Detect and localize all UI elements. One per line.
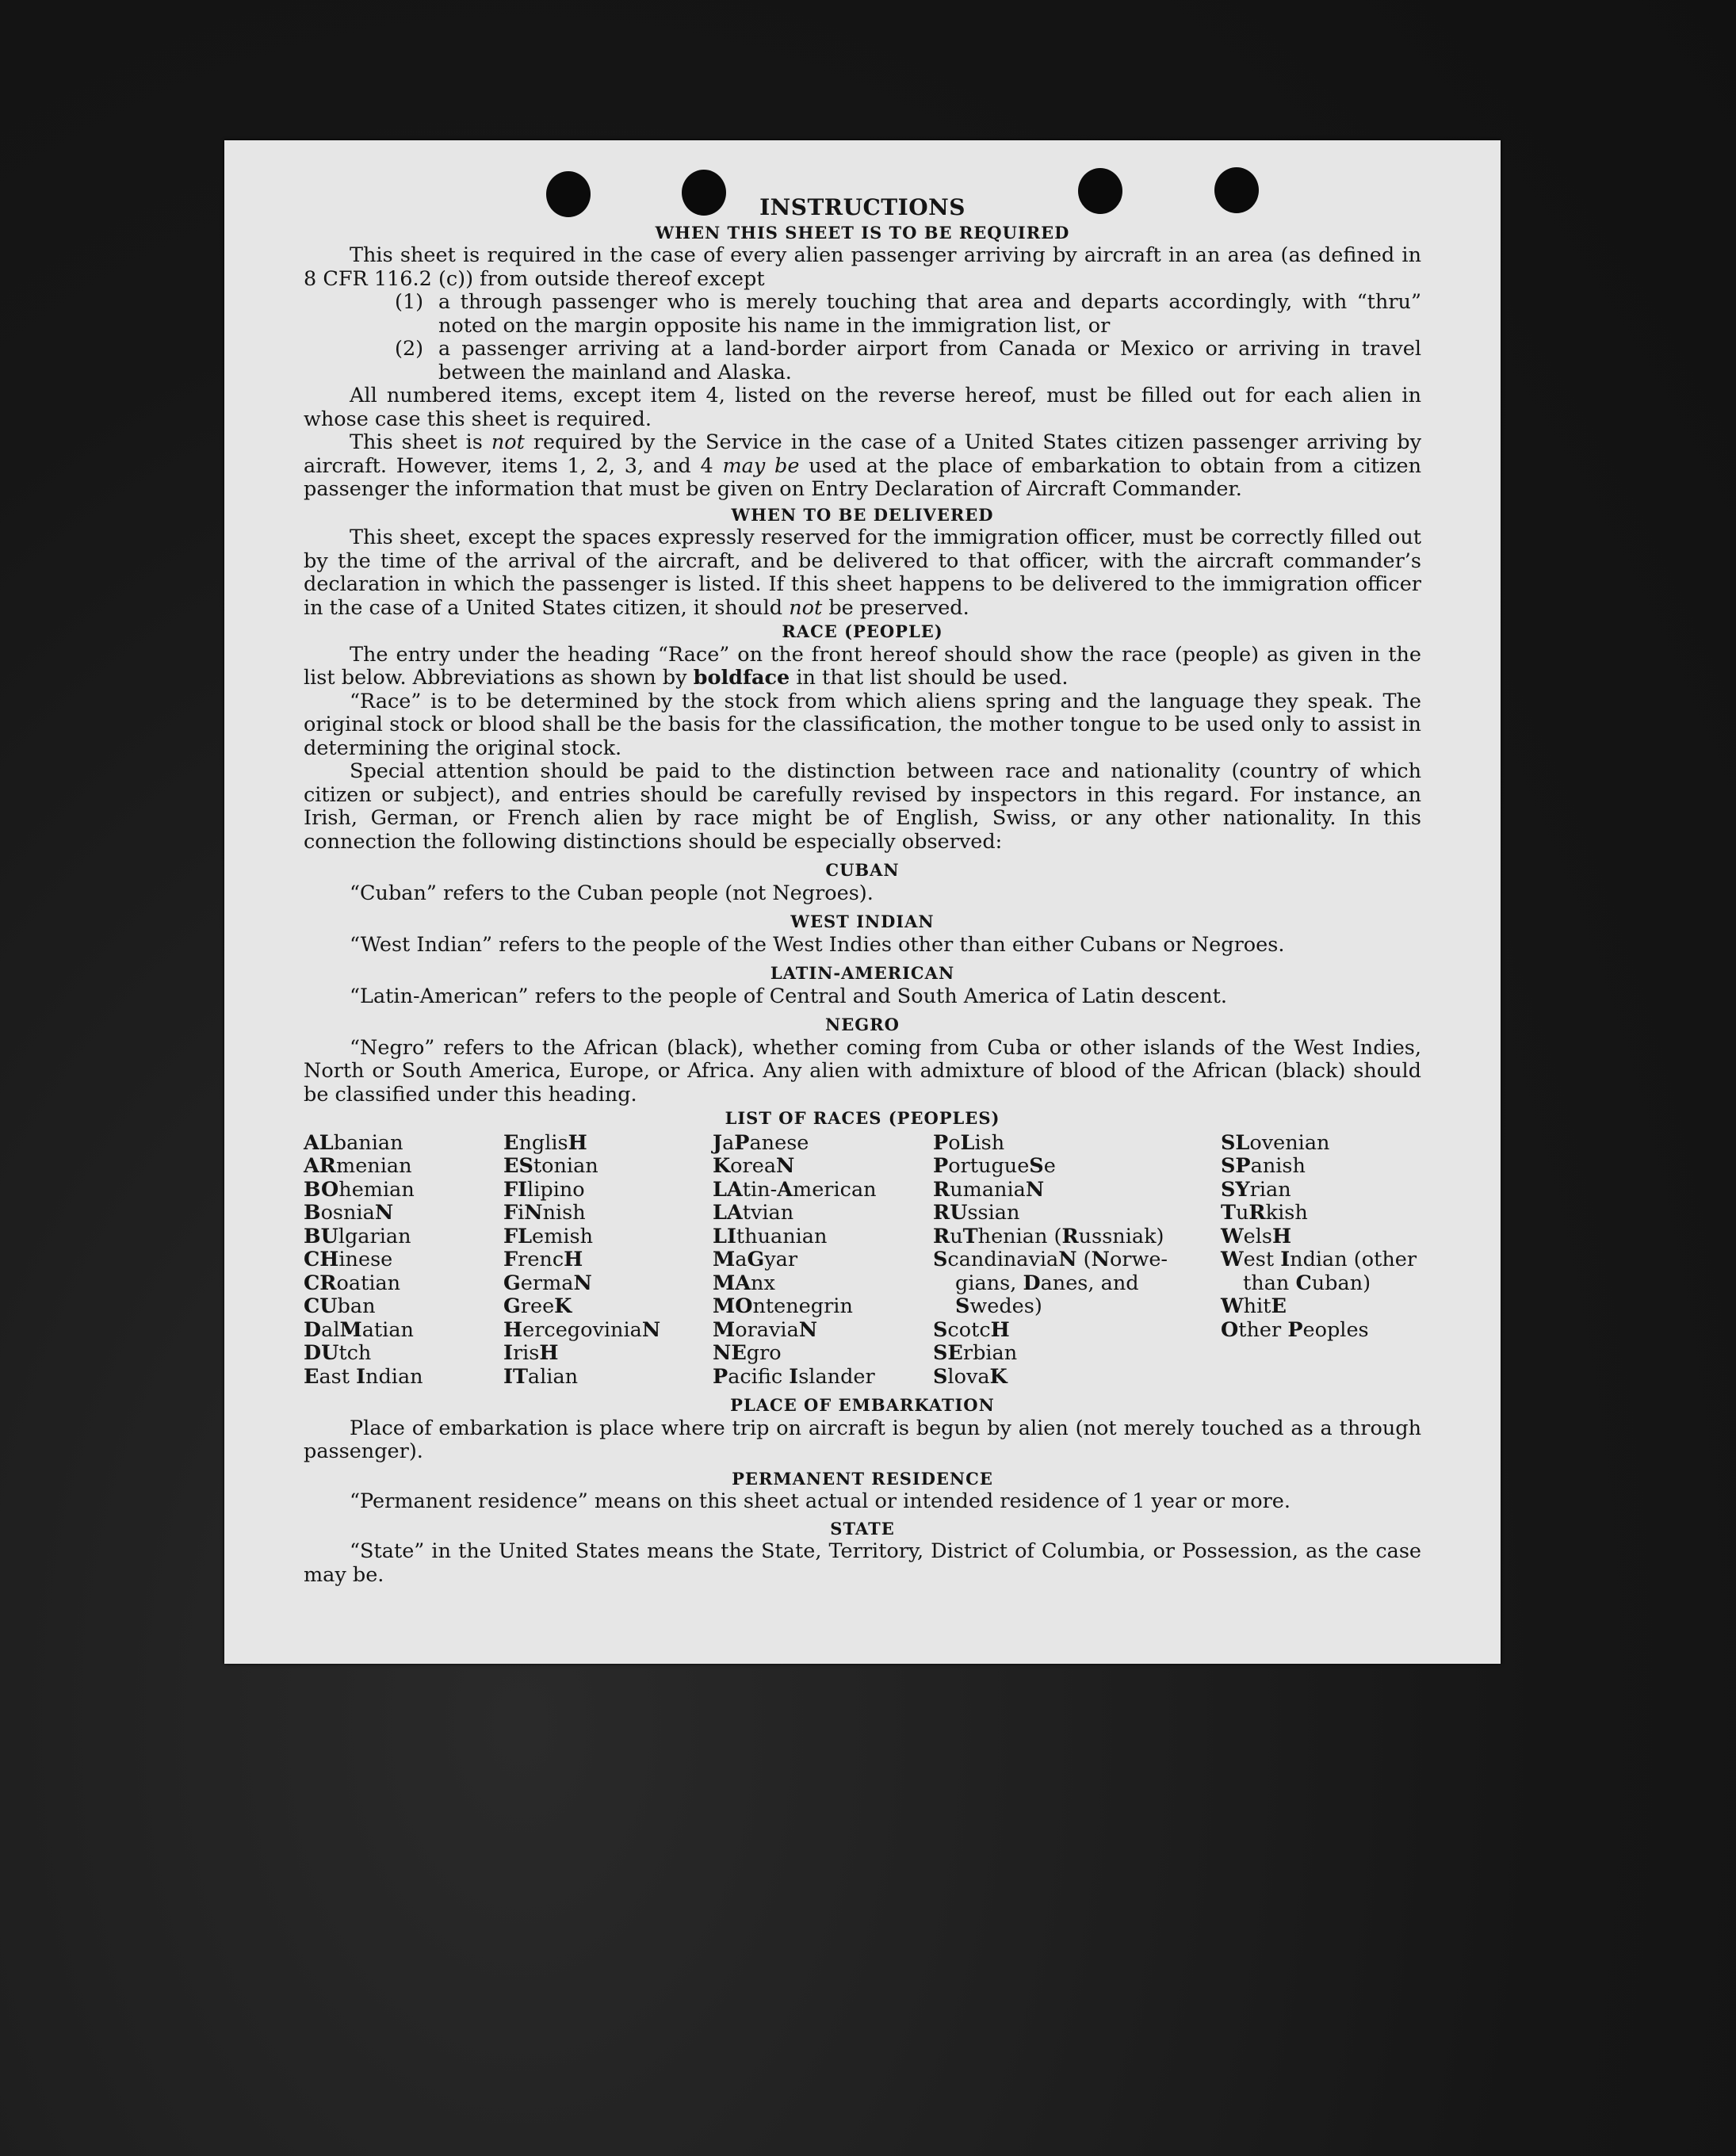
heading-when-required: WHEN THIS SHEET IS TO BE REQUIRED	[655, 222, 1070, 243]
instruction-sheet	[224, 140, 1501, 1664]
race-entry: PortugueSe	[933, 1154, 1056, 1178]
race-entry: ScotcH	[933, 1317, 1010, 1342]
residence-definition: “Permanent residence” means on this sheet actual or intended residence of 1 year or more.	[350, 1489, 1291, 1513]
race-entry: WelsH	[1221, 1224, 1292, 1248]
page-title: INSTRUCTIONS	[759, 194, 966, 220]
race-entry: DUtch	[304, 1341, 372, 1365]
race-entry: BOhemian	[304, 1177, 415, 1202]
race-entry: ITalian	[503, 1364, 579, 1389]
required-paragraph-1: This sheet is required in the case of every alien passenger arriving by aircraft in an area (as defined in 8 CFR 116.2 (c)) from outside thereof except	[304, 243, 1421, 291]
exception-number: (1)	[395, 290, 424, 314]
race-entry: JaPanese	[713, 1130, 809, 1155]
race-entry: gians, Danes, and	[955, 1271, 1139, 1295]
heading-latin-american: LATIN-AMERICAN	[770, 963, 955, 983]
heading-place-of-embarkation: PLACE OF EMBARKATION	[730, 1395, 995, 1415]
cuban-definition: “Cuban” refers to the Cuban people (not Negroes).	[350, 881, 874, 905]
race-entry: LIthuanian	[713, 1224, 828, 1248]
required-paragraph-3: This sheet is not required by the Service in the case of a United States citizen passenger arriving by aircraft. However, items 1, 2, 3, and 4 may be used at the place of embarkation to obtain from a citizen passenger the information that must be given on Entry Declaration of Aircraft Commander.	[304, 430, 1422, 501]
race-entry: LAtin-American	[713, 1177, 877, 1202]
race-entry: SErbian	[933, 1341, 1018, 1365]
exception-number: (2)	[395, 337, 424, 361]
sheet-content	[304, 196, 1421, 1587]
race-entry: RuThenian (Russniak)	[933, 1224, 1164, 1248]
race-entry: BUlgarian	[304, 1224, 411, 1248]
race-entry: GreeK	[503, 1294, 572, 1318]
heading-negro: NEGRO	[825, 1015, 900, 1034]
race-entry: LAtvian	[713, 1201, 794, 1225]
delivered-paragraph: This sheet, except the spaces expressly reserved for the immigration officer, must be correctly filled out by the time of the arrival of the aircraft, and be delivered to that officer, with the aircraft commander’s declaration in which the passenger is listed. If this sheet happens to be delivered to the immigration officer in the case of a United States citizen, it should not be preserved.	[304, 526, 1421, 620]
races-column-3	[713, 1132, 933, 1390]
race-entry: FLemish	[503, 1224, 594, 1248]
west-indian-definition: “West Indian” refers to the people of the West Indies other than either Cubans or Negroes.	[350, 932, 1285, 957]
heading-west-indian: WEST INDIAN	[790, 912, 935, 931]
latin-american-definition: “Latin-American” refers to the people of Central and South America of Latin descent.	[350, 984, 1228, 1008]
race-entry: DalMatian	[304, 1317, 414, 1342]
race-entry: Other Peoples	[1221, 1317, 1369, 1342]
required-paragraph-2: All numbered items, except item 4, listed on the reverse hereof, must be filled out for each alien in whose case this sheet is required.	[304, 384, 1421, 431]
heading-permanent-residence: PERMANENT RESIDENCE	[732, 1468, 993, 1489]
race-paragraph-2: “Race” is to be determined by the stock from which aliens spring and the language they speak. The original stock or blood shall be the basis for the classification, the mother tongue to be used only to assist in determining the original stock.	[304, 689, 1421, 760]
race-entry: RumaniaN	[933, 1177, 1045, 1202]
race-entry: FIlipino	[503, 1177, 585, 1202]
races-list	[304, 1132, 1421, 1390]
race-entry: ALbanian	[304, 1130, 403, 1155]
races-column-1	[304, 1132, 503, 1390]
race-entry: HercegoviniaN	[503, 1317, 661, 1342]
heading-race: RACE (PEOPLE)	[782, 621, 943, 641]
race-entry: Swedes)	[955, 1294, 1042, 1318]
race-entry: CRoatian	[304, 1271, 401, 1295]
race-entry: SLovenian	[1221, 1130, 1330, 1155]
race-entry: BosniaN	[304, 1201, 394, 1225]
race-entry: IrisH	[503, 1341, 559, 1365]
race-entry: GermaN	[503, 1271, 592, 1295]
race-entry: TuRkish	[1221, 1201, 1308, 1225]
race-entry: MAnx	[713, 1271, 775, 1295]
race-entry: FiNnish	[503, 1201, 586, 1225]
heading-cuban: CUBAN	[825, 860, 900, 880]
race-paragraph-3: Special attention should be paid to the distinction between race and nationality (country of which citizen or subject), and entries should be carefully revised by inspectors in this regard. For instance, an Irish, German, or French alien by race might be of English, Swiss, or any other nationality. In this connection the following distinctions should be especially observed:	[304, 759, 1421, 854]
exception-text: a through passenger who is merely touching that area and departs accordingly, with “thru” noted on the margin opposite his name in the immigration list, or	[438, 290, 1421, 338]
race-entry: SYrian	[1221, 1177, 1291, 1202]
race-entry: Pacifc Islander	[713, 1364, 875, 1389]
race-entry: MaGyar	[713, 1248, 798, 1271]
race-entry: NEgro	[713, 1341, 782, 1365]
race-entry: PoLish	[933, 1130, 1005, 1155]
race-entry: West Indian (other	[1221, 1248, 1417, 1271]
embarkation-definition: Place of embarkation is place where trip on aircraft is begun by alien (not merely touched as a through passenger).	[304, 1416, 1421, 1463]
exception-text: a passenger arriving at a land-border airport from Canada or Mexico or arriving in travel between the mainland and Alaska.	[438, 337, 1421, 384]
race-entry: KoreaN	[713, 1154, 795, 1178]
race-entry: East Indian	[304, 1364, 423, 1389]
race-entry: ARmenian	[304, 1154, 412, 1178]
heading-list-of-races: LIST OF RACES (PEOPLES)	[725, 1108, 1000, 1128]
races-column-5	[1221, 1132, 1421, 1390]
exception-item-2	[304, 338, 1421, 384]
race-entry: WhitE	[1221, 1294, 1287, 1318]
race-paragraph-1: The entry under the heading “Race” on the front hereof should show the race (people) as given in the list below. Abbreviations as shown by boldface in that list should be used.	[304, 642, 1421, 690]
race-entry: RUssian	[933, 1201, 1020, 1225]
race-entry: EStonian	[503, 1154, 598, 1178]
state-definition: “State” in the United States means the State, Territory, District of Columbia, or Possession, as the case may be.	[304, 1539, 1421, 1587]
race-entry: FrencH	[503, 1248, 583, 1271]
race-entry: SPanish	[1221, 1154, 1306, 1178]
race-entry: MoraviaN	[713, 1317, 818, 1342]
race-entry: MOntenegrin	[713, 1294, 853, 1318]
exception-item-1	[304, 291, 1421, 338]
race-entry: EnglisH	[503, 1130, 587, 1155]
races-column-4	[933, 1132, 1221, 1390]
negro-definition: “Negro” refers to the African (black), whether coming from Cuba or other islands of the West Indies, North or South America, Europe, or Africa. Any alien with admixture of blood of the African (black) should be classified under this heading.	[304, 1035, 1421, 1107]
race-entry: CHinese	[304, 1248, 393, 1271]
race-entry: SlovaK	[933, 1364, 1008, 1389]
heading-state: STATE	[830, 1518, 895, 1539]
race-entry: than Cuban)	[1243, 1271, 1371, 1295]
heading-when-delivered: WHEN TO BE DELIVERED	[731, 504, 994, 525]
races-column-2	[503, 1132, 713, 1390]
race-entry: ScandinaviaN (Norwe-	[933, 1248, 1168, 1271]
race-entry: CUban	[304, 1294, 376, 1318]
